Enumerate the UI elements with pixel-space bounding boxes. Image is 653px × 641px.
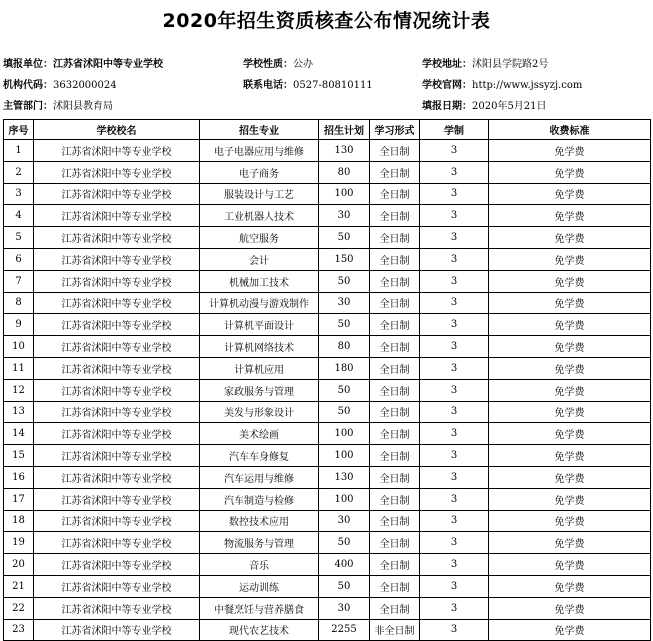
cell-duration: 3 <box>420 554 489 576</box>
cell-fee: 免学费 <box>489 488 651 510</box>
cell-fee: 免学费 <box>489 379 651 401</box>
cell-fee: 免学费 <box>489 445 651 467</box>
table-row <box>4 445 651 467</box>
cell-school-name: 江苏省沭阳中等专业学校 <box>34 488 200 510</box>
school-website-value: http://www.jssyzj.com <box>472 80 583 91</box>
cell-plan: 100 <box>319 488 370 510</box>
cell-fee: 免学费 <box>489 532 651 554</box>
cell-duration: 3 <box>420 336 489 358</box>
cell-index: 22 <box>4 597 34 619</box>
table-row <box>4 488 651 510</box>
cell-study-form: 全日制 <box>370 227 420 249</box>
cell-index: 6 <box>4 248 34 270</box>
cell-major: 汽车车身修复 <box>200 445 319 467</box>
cell-major: 美术绘画 <box>200 423 319 445</box>
table-row <box>4 183 651 205</box>
cell-major: 服装设计与工艺 <box>200 183 319 205</box>
cell-study-form: 全日制 <box>370 248 420 270</box>
cell-fee: 免学费 <box>489 401 651 423</box>
table-row <box>4 532 651 554</box>
cell-major: 工业机器人技术 <box>200 205 319 227</box>
cell-duration: 3 <box>420 510 489 532</box>
cell-study-form: 全日制 <box>370 423 420 445</box>
cell-plan: 50 <box>319 401 370 423</box>
cell-index: 21 <box>4 575 34 597</box>
report-date <box>422 100 547 114</box>
cell-index: 18 <box>4 510 34 532</box>
cell-plan: 30 <box>319 205 370 227</box>
cell-plan: 100 <box>319 423 370 445</box>
page-title: 2020年招生资质核查公布情况统计表 <box>162 10 491 32</box>
header-study-form: 学习形式 <box>370 120 420 140</box>
cell-study-form: 全日制 <box>370 357 420 379</box>
cell-duration: 3 <box>420 248 489 270</box>
cell-study-form: 非全日制 <box>370 619 420 641</box>
cell-school-name: 江苏省沭阳中等专业学校 <box>34 554 200 576</box>
cell-plan: 150 <box>319 248 370 270</box>
cell-plan: 30 <box>319 597 370 619</box>
cell-study-form: 全日制 <box>370 488 420 510</box>
cell-plan: 50 <box>319 379 370 401</box>
cell-study-form: 全日制 <box>370 510 420 532</box>
school-website-label: 学校官网： <box>422 80 472 91</box>
reporting-unit-value: 江苏省沭阳中等专业学校 <box>53 59 163 70</box>
cell-study-form: 全日制 <box>370 183 420 205</box>
cell-plan: 30 <box>319 510 370 532</box>
header-major: 招生专业 <box>200 120 319 140</box>
contact-phone-label: 联系电话： <box>243 80 293 91</box>
cell-index: 9 <box>4 314 34 336</box>
cell-fee: 免学费 <box>489 270 651 292</box>
cell-duration: 3 <box>420 575 489 597</box>
cell-fee: 免学费 <box>489 227 651 249</box>
org-code <box>3 79 117 93</box>
cell-study-form: 全日制 <box>370 379 420 401</box>
cell-duration: 3 <box>420 401 489 423</box>
cell-duration: 3 <box>420 205 489 227</box>
cell-fee: 免学费 <box>489 336 651 358</box>
cell-fee: 免学费 <box>489 575 651 597</box>
cell-index: 7 <box>4 270 34 292</box>
cell-fee: 免学费 <box>489 140 651 162</box>
cell-duration: 3 <box>420 314 489 336</box>
cell-school-name: 江苏省沭阳中等专业学校 <box>34 532 200 554</box>
cell-plan: 100 <box>319 445 370 467</box>
cell-study-form: 全日制 <box>370 205 420 227</box>
cell-study-form: 全日制 <box>370 314 420 336</box>
table-row <box>4 336 651 358</box>
cell-index: 20 <box>4 554 34 576</box>
cell-duration: 3 <box>420 597 489 619</box>
cell-school-name: 江苏省沭阳中等专业学校 <box>34 619 200 641</box>
cell-major: 电子商务 <box>200 161 319 183</box>
cell-index: 4 <box>4 205 34 227</box>
school-nature-label: 学校性质： <box>243 59 293 70</box>
supervising-dept-value: 沭阳县教育局 <box>53 101 113 112</box>
reporting-unit <box>3 58 163 72</box>
cell-major: 计算机应用 <box>200 357 319 379</box>
table-row <box>4 597 651 619</box>
table-row <box>4 575 651 597</box>
enrollment-table <box>3 119 651 641</box>
cell-major: 航空服务 <box>200 227 319 249</box>
cell-major: 机械加工技术 <box>200 270 319 292</box>
header-index: 序号 <box>4 120 34 140</box>
cell-major: 电子电器应用与维修 <box>200 140 319 162</box>
cell-index: 16 <box>4 466 34 488</box>
cell-plan: 80 <box>319 336 370 358</box>
cell-school-name: 江苏省沭阳中等专业学校 <box>34 161 200 183</box>
cell-major: 音乐 <box>200 554 319 576</box>
cell-school-name: 江苏省沭阳中等专业学校 <box>34 292 200 314</box>
table-row <box>4 270 651 292</box>
cell-school-name: 江苏省沭阳中等专业学校 <box>34 379 200 401</box>
cell-study-form: 全日制 <box>370 140 420 162</box>
cell-index: 14 <box>4 423 34 445</box>
org-code-value: 3632000024 <box>53 80 117 91</box>
cell-school-name: 江苏省沭阳中等专业学校 <box>34 140 200 162</box>
cell-fee: 免学费 <box>489 248 651 270</box>
cell-duration: 3 <box>420 532 489 554</box>
cell-study-form: 全日制 <box>370 445 420 467</box>
table-row <box>4 248 651 270</box>
cell-plan: 50 <box>319 314 370 336</box>
cell-study-form: 全日制 <box>370 466 420 488</box>
table-body <box>4 140 651 641</box>
cell-major: 物流服务与管理 <box>200 532 319 554</box>
org-code-label: 机构代码： <box>3 80 53 91</box>
cell-duration: 3 <box>420 357 489 379</box>
cell-index: 19 <box>4 532 34 554</box>
supervising-dept-label: 主管部门： <box>3 101 53 112</box>
cell-major: 中餐烹饪与营养膳食 <box>200 597 319 619</box>
cell-study-form: 全日制 <box>370 554 420 576</box>
cell-duration: 3 <box>420 445 489 467</box>
cell-plan: 50 <box>319 270 370 292</box>
cell-fee: 免学费 <box>489 161 651 183</box>
table-row <box>4 292 651 314</box>
cell-duration: 3 <box>420 292 489 314</box>
cell-school-name: 江苏省沭阳中等专业学校 <box>34 575 200 597</box>
cell-school-name: 江苏省沭阳中等专业学校 <box>34 227 200 249</box>
school-nature <box>243 58 313 72</box>
cell-index: 11 <box>4 357 34 379</box>
cell-index: 5 <box>4 227 34 249</box>
cell-plan: 80 <box>319 161 370 183</box>
cell-duration: 3 <box>420 379 489 401</box>
cell-index: 23 <box>4 619 34 641</box>
cell-plan: 30 <box>319 292 370 314</box>
contact-phone-value: 0527-80810111 <box>293 80 373 91</box>
cell-plan: 50 <box>319 532 370 554</box>
cell-duration: 3 <box>420 423 489 445</box>
cell-major: 汽车运用与维修 <box>200 466 319 488</box>
school-nature-value: 公办 <box>293 59 313 70</box>
cell-major: 美发与形象设计 <box>200 401 319 423</box>
cell-school-name: 江苏省沭阳中等专业学校 <box>34 357 200 379</box>
header-fee: 收费标准 <box>489 120 651 140</box>
cell-duration: 3 <box>420 466 489 488</box>
cell-index: 13 <box>4 401 34 423</box>
school-website <box>422 79 582 93</box>
cell-major: 数控技术应用 <box>200 510 319 532</box>
cell-study-form: 全日制 <box>370 292 420 314</box>
cell-school-name: 江苏省沭阳中等专业学校 <box>34 270 200 292</box>
cell-school-name: 江苏省沭阳中等专业学校 <box>34 336 200 358</box>
table-row <box>4 379 651 401</box>
cell-school-name: 江苏省沭阳中等专业学校 <box>34 510 200 532</box>
cell-fee: 免学费 <box>489 510 651 532</box>
cell-major: 计算机动漫与游戏制作 <box>200 292 319 314</box>
header-school-name: 学校校名 <box>34 120 200 140</box>
cell-study-form: 全日制 <box>370 270 420 292</box>
cell-study-form: 全日制 <box>370 161 420 183</box>
cell-school-name: 江苏省沭阳中等专业学校 <box>34 466 200 488</box>
cell-index: 3 <box>4 183 34 205</box>
cell-major: 现代农艺技术 <box>200 619 319 641</box>
cell-study-form: 全日制 <box>370 597 420 619</box>
cell-index: 8 <box>4 292 34 314</box>
table-row <box>4 140 651 162</box>
table-row <box>4 554 651 576</box>
cell-index: 17 <box>4 488 34 510</box>
report-date-label: 填报日期： <box>422 101 472 112</box>
report-date-value: 2020年5月21日 <box>472 101 547 112</box>
cell-fee: 免学费 <box>489 314 651 336</box>
table-row <box>4 423 651 445</box>
cell-fee: 免学费 <box>489 205 651 227</box>
cell-plan: 130 <box>319 140 370 162</box>
cell-fee: 免学费 <box>489 423 651 445</box>
header-duration: 学制 <box>420 120 489 140</box>
cell-study-form: 全日制 <box>370 575 420 597</box>
school-address-value: 沭阳县学院路2号 <box>472 59 549 70</box>
cell-school-name: 江苏省沭阳中等专业学校 <box>34 597 200 619</box>
cell-fee: 免学费 <box>489 292 651 314</box>
cell-study-form: 全日制 <box>370 532 420 554</box>
table-row <box>4 227 651 249</box>
cell-fee: 免学费 <box>489 466 651 488</box>
cell-school-name: 江苏省沭阳中等专业学校 <box>34 248 200 270</box>
reporting-unit-label: 填报单位： <box>3 59 53 70</box>
cell-school-name: 江苏省沭阳中等专业学校 <box>34 314 200 336</box>
table-row <box>4 401 651 423</box>
table-row <box>4 466 651 488</box>
cell-index: 2 <box>4 161 34 183</box>
cell-index: 12 <box>4 379 34 401</box>
cell-major: 会计 <box>200 248 319 270</box>
cell-duration: 3 <box>420 183 489 205</box>
school-address <box>422 58 548 72</box>
cell-school-name: 江苏省沭阳中等专业学校 <box>34 445 200 467</box>
cell-fee: 免学费 <box>489 554 651 576</box>
cell-major: 计算机平面设计 <box>200 314 319 336</box>
cell-fee: 免学费 <box>489 357 651 379</box>
cell-plan: 400 <box>319 554 370 576</box>
cell-major: 运动训练 <box>200 575 319 597</box>
table-row <box>4 314 651 336</box>
cell-fee: 免学费 <box>489 597 651 619</box>
cell-duration: 3 <box>420 270 489 292</box>
school-address-label: 学校地址： <box>422 59 472 70</box>
cell-study-form: 全日制 <box>370 401 420 423</box>
table-row <box>4 205 651 227</box>
cell-plan: 2255 <box>319 619 370 641</box>
cell-fee: 免学费 <box>489 183 651 205</box>
contact-phone <box>243 79 373 93</box>
cell-major: 汽车制造与检修 <box>200 488 319 510</box>
cell-school-name: 江苏省沭阳中等专业学校 <box>34 423 200 445</box>
cell-plan: 50 <box>319 227 370 249</box>
cell-index: 1 <box>4 140 34 162</box>
cell-plan: 100 <box>319 183 370 205</box>
cell-duration: 3 <box>420 161 489 183</box>
cell-study-form: 全日制 <box>370 336 420 358</box>
supervising-dept <box>3 100 113 114</box>
table-row <box>4 161 651 183</box>
table-row <box>4 357 651 379</box>
header-plan: 招生计划 <box>319 120 370 140</box>
cell-plan: 50 <box>319 575 370 597</box>
cell-duration: 3 <box>420 619 489 641</box>
cell-school-name: 江苏省沭阳中等专业学校 <box>34 183 200 205</box>
cell-school-name: 江苏省沭阳中等专业学校 <box>34 205 200 227</box>
cell-major: 计算机网络技术 <box>200 336 319 358</box>
cell-plan: 180 <box>319 357 370 379</box>
cell-duration: 3 <box>420 488 489 510</box>
cell-index: 10 <box>4 336 34 358</box>
cell-fee: 免学费 <box>489 619 651 641</box>
cell-school-name: 江苏省沭阳中等专业学校 <box>34 401 200 423</box>
cell-duration: 3 <box>420 227 489 249</box>
cell-duration: 3 <box>420 140 489 162</box>
table-header-row <box>4 120 651 140</box>
table-row <box>4 510 651 532</box>
cell-plan: 130 <box>319 466 370 488</box>
cell-major: 家政服务与管理 <box>200 379 319 401</box>
cell-index: 15 <box>4 445 34 467</box>
